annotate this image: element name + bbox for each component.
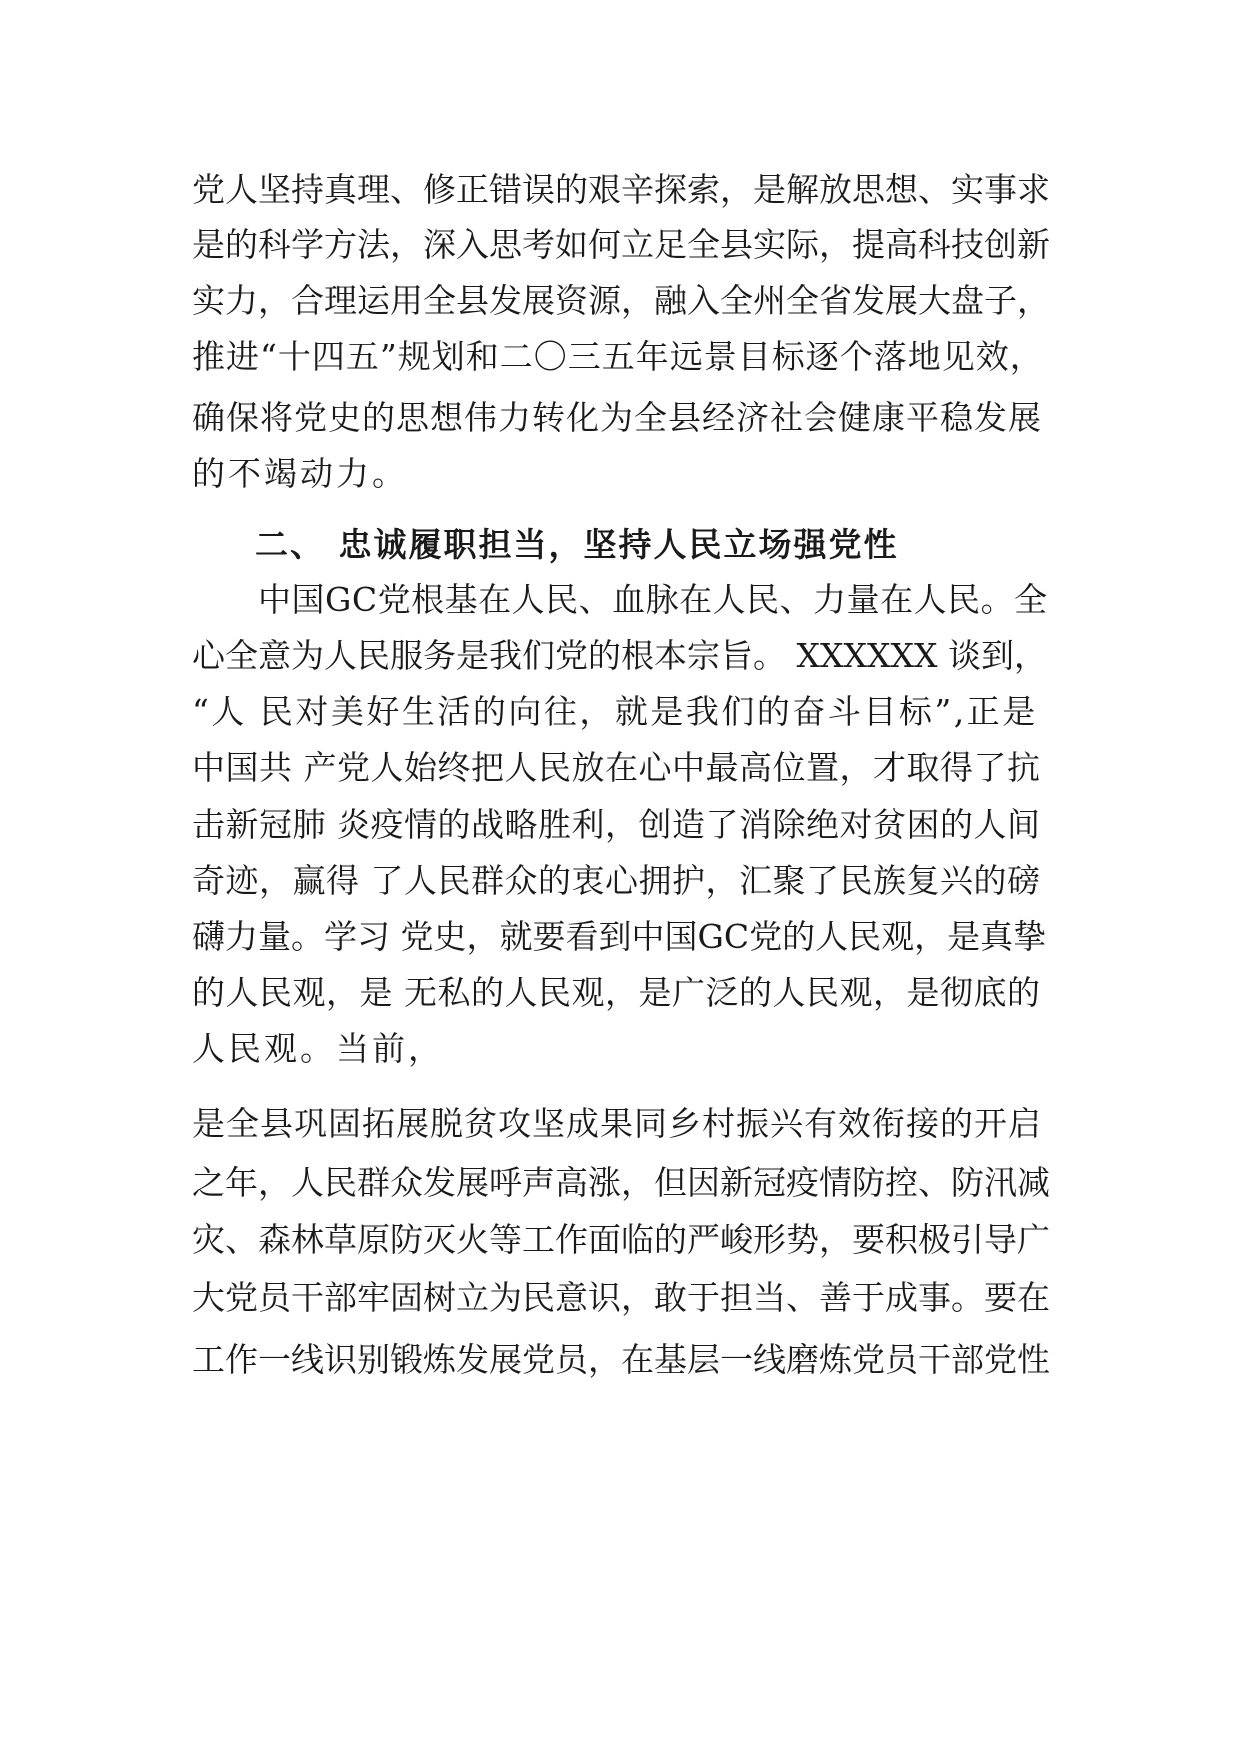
body-text-line: 奇迹，赢得 了人民群众的衷心拥护，汇聚了民族复兴的磅 — [192, 861, 1041, 900]
body-text-line: 是全县巩固拓展脱贫攻坚成果同乡村振兴有效衔接的开启 — [192, 1104, 1042, 1143]
body-text-line: 工作一线识别锻炼发展党员，在基层一线磨炼党员干部党性 — [192, 1340, 1050, 1379]
body-text-line: “人 民对美好生活的向往，就是我们的奋斗目标”,正是 — [192, 692, 1038, 731]
section-heading: 二、 忠诚履职担当，坚持人民立场强党性 — [255, 525, 899, 564]
body-text-line: 确保将党史的思想伟力转化为全县经济社会健康平稳发展 — [192, 398, 1042, 437]
body-text-line: 是的科学方法，深入思考如何立足全县实际，提高科技创新 — [192, 225, 1050, 264]
body-text-line: 中国共 产党人始终把人民放在心中最高位置，才取得了抗 — [192, 748, 1041, 787]
body-text-line: 心全意为人民服务是我们党的根本宗旨。 XXXXXX 谈到， — [192, 636, 1047, 675]
body-text-line: 实力，合理运用全县发展资源，融入全州全省发展大盘子， — [192, 281, 1050, 320]
body-text-line: 礴力量。学习 党史，就要看到中国GC党的人民观，是真挚 — [192, 917, 1047, 956]
body-text-line: 的人民观，是 无私的人民观，是广泛的人民观，是彻底的 — [192, 973, 1041, 1012]
body-text-line: 大党员干部牢固树立为民意识，敢于担当、善于成事。要在 — [192, 1278, 1050, 1317]
body-text-line: 中国GC党根基在人民、血脉在人民、力量在人民。全 — [258, 580, 1048, 619]
body-text-line: 灾、森林草原防灭火等工作面临的严峻形势，要积极引导广 — [192, 1220, 1050, 1259]
body-text-line: 的不竭动力。 — [192, 454, 408, 493]
body-text-line: 人民观。当前， — [192, 1029, 444, 1068]
body-text-line: 党人坚持真理、修正错误的艰辛探索，是解放思想、实事求 — [192, 170, 1050, 209]
body-text-line: 推进“十四五”规划和二〇三五年远景目标逐个落地见效， — [192, 337, 1044, 376]
body-text-line: 击新冠肺 炎疫情的战略胜利，创造了消除绝对贫困的人间 — [192, 805, 1041, 844]
body-text-line: 之年，人民群众发展呼声高涨，但因新冠疫情防控、防汛减 — [192, 1163, 1050, 1202]
